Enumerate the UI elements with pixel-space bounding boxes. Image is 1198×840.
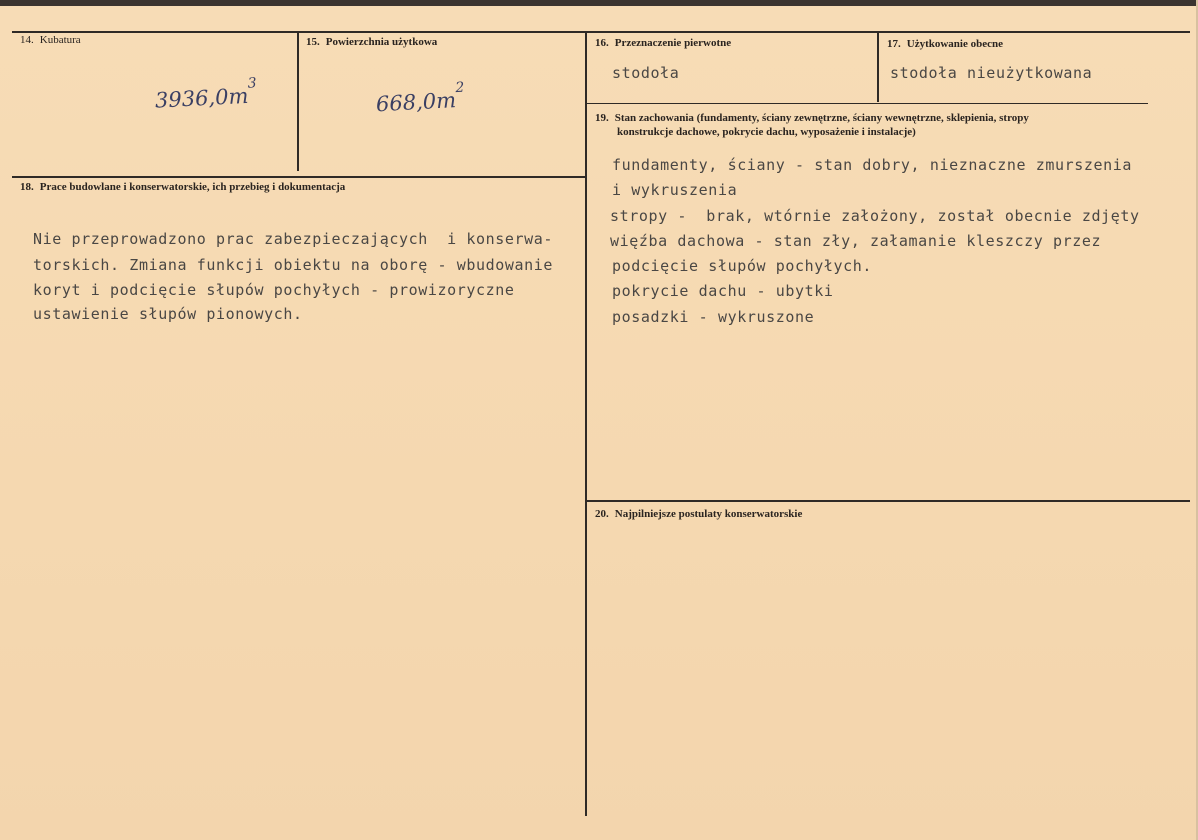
prace-line: Nie przeprowadzono prac zabezpieczających i konserwa- [33,230,554,248]
rule-above-18 [12,176,586,178]
stan-line: i wykruszenia [612,181,738,199]
field-19-label-continued: konstrukcje dachowe, pokrycie dachu, wyposażenie i instalacje) [617,126,916,138]
main-vertical-divider [585,31,587,816]
stan-line: więźba dachowa - stan zły, załamanie kleszczy przez [610,232,1102,250]
prace-line: torskich. Zmiana funkcji obiektu na oborę - wbudowanie [33,256,554,274]
stan-line: posadzki - wykruszone [612,308,815,326]
przeznaczenie-value: stodoła [612,64,680,82]
rule-above-20 [586,500,1190,502]
field-20-label: 20. Najpilniejsze postulaty konserwatorskie [595,508,803,520]
kubatura-value: $3936,0m^3$ [154,75,258,113]
field-18-label: 18. Prace budowlane i konserwatorskie, ich przebieg i dokumentacja [20,181,346,193]
uzytkowanie-value: stodoła nieużytkowana [890,64,1093,82]
powierzchnia-value: $668,0m^2$ [375,79,465,117]
stan-line: podcięcie słupów pochyłych. [612,257,873,275]
field-15-label: 15. Powierzchnia użytkowa [306,36,438,48]
stan-line: stropy - brak, wtórnie założony, został obecnie zdjęty [610,207,1140,225]
prace-line: koryt i podcięcie słupów pochyłych - prowizoryczne [33,281,515,299]
card-top-edge [0,0,1198,6]
divider-14-15 [297,31,299,171]
stan-line: pokrycie dachu - ubytki [612,282,834,300]
divider-16-17 [877,31,879,102]
field-17-label: 17. Użytkowanie obecne [887,38,1003,50]
field-16-label: 16. Przeznaczenie pierwotne [595,37,732,49]
top-rule [12,31,1190,33]
prace-line: ustawienie słupów pionowych. [33,305,303,323]
rule-above-19 [586,103,1148,104]
stan-line: fundamenty, ściany - stan dobry, nieznaczne zmurszenia [612,156,1133,174]
field-19-label: 19. Stan zachowania (fundamenty, ściany zewnętrzne, ściany wewnętrzne, sklepienia, stropy [595,112,1029,124]
field-14-label: 14. Kubatura [20,34,81,46]
